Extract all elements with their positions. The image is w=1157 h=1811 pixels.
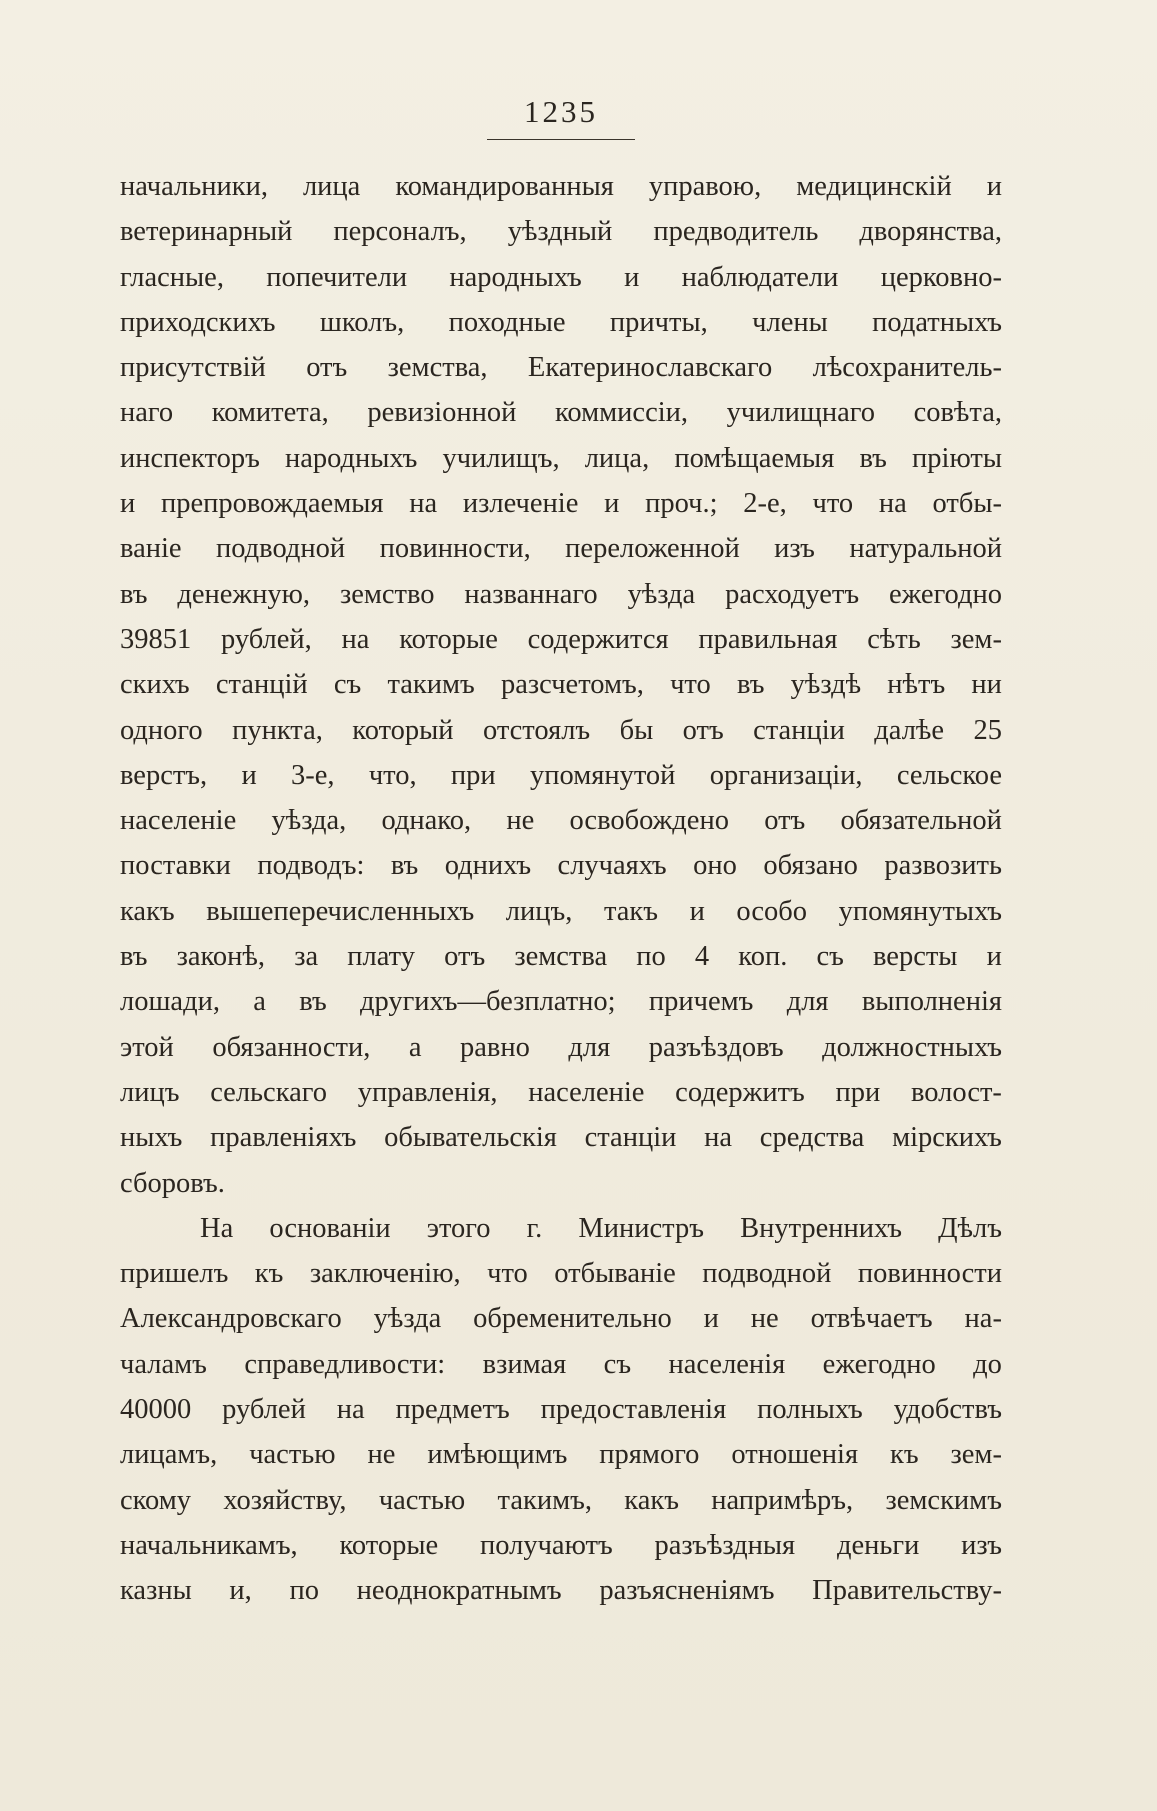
word: денежную, — [177, 578, 311, 610]
word: неоднократнымъ — [356, 1575, 562, 1607]
word: особо — [736, 895, 808, 927]
word: такимъ, — [497, 1484, 592, 1516]
word: населеніе — [528, 1076, 645, 1108]
word: церковно- — [880, 261, 1002, 293]
word: на — [341, 623, 370, 655]
word: ревизіонной — [367, 397, 517, 429]
text-line — [120, 1251, 1002, 1296]
word: обязанности, — [212, 1031, 371, 1063]
word: переложенной — [565, 533, 740, 565]
word: попечители — [266, 261, 408, 293]
word: пришелъ — [120, 1258, 229, 1290]
word: изъ — [961, 1529, 1002, 1561]
word: на — [878, 488, 907, 520]
word: школъ, — [319, 306, 405, 338]
word: въ — [390, 850, 419, 882]
word: справедливости: — [244, 1348, 446, 1380]
word: ветеринарный — [120, 216, 293, 248]
word: организаціи, — [709, 759, 863, 791]
text-line — [120, 617, 1002, 662]
word: станціи — [753, 714, 845, 746]
word: которые — [399, 623, 498, 655]
word: и — [241, 759, 257, 791]
word: пріюты — [912, 442, 1002, 474]
word: земство — [339, 578, 435, 610]
word: сельское — [896, 759, 1002, 791]
word: населенія — [668, 1348, 786, 1380]
word: отъ — [764, 805, 806, 837]
word: коммиссіи, — [555, 397, 689, 429]
word: мірскихъ — [892, 1122, 1002, 1154]
page-number-rule — [487, 139, 635, 140]
word: обывательскія — [384, 1122, 557, 1154]
word: въ — [736, 669, 765, 701]
word: оно — [693, 850, 737, 882]
word: 25 — [973, 714, 1002, 746]
word: уѣзда, — [271, 805, 347, 837]
word: частью — [249, 1439, 336, 1471]
word: имѣющимъ — [427, 1439, 568, 1471]
word: деньги — [837, 1529, 920, 1561]
word: развозить — [884, 850, 1002, 882]
word: препровождаемыя — [161, 488, 384, 520]
word: лѣсохранитель- — [812, 352, 1002, 384]
word: отношенія — [731, 1439, 859, 1471]
word: Екатеринославскаго — [527, 352, 773, 384]
word: скихъ — [120, 669, 190, 701]
word: нѣтъ — [887, 669, 946, 701]
word: и — [986, 941, 1002, 973]
word: натуральной — [849, 533, 1002, 565]
word: предметъ — [395, 1394, 510, 1426]
word: однихъ — [444, 850, 532, 882]
word: вышеперечисленныхъ — [206, 895, 475, 927]
word: управленія, — [357, 1076, 498, 1108]
word: ежегодно — [888, 578, 1002, 610]
word: разъѣздовъ — [648, 1031, 784, 1063]
word: предоставленія — [540, 1394, 727, 1426]
text-line — [120, 662, 1002, 707]
word: для — [786, 986, 829, 1018]
word: отвѣчаетъ — [810, 1303, 933, 1335]
text-line — [120, 164, 1002, 209]
word: версты — [873, 941, 958, 973]
word: названнаго — [464, 578, 598, 610]
word: Министръ — [578, 1212, 704, 1244]
word: а — [253, 986, 266, 1018]
word: лица — [302, 171, 361, 202]
word: отстоялъ — [482, 714, 591, 746]
word: чаламъ — [120, 1348, 207, 1380]
word: на — [336, 1394, 365, 1426]
word: который — [352, 714, 454, 746]
word: дворянства, — [859, 216, 1002, 248]
word: лошади, — [120, 986, 220, 1018]
word: Правительству- — [812, 1575, 1002, 1607]
text-line — [120, 798, 1002, 843]
word: волост- — [911, 1076, 1002, 1108]
text-line — [120, 934, 1002, 979]
word: обременительно — [473, 1303, 672, 1335]
word: г. — [526, 1212, 543, 1244]
word: какъ — [624, 1484, 679, 1516]
word: бы — [619, 714, 654, 746]
word: повинности — [857, 1258, 1002, 1290]
word: а — [408, 1031, 422, 1063]
word: полныхъ — [757, 1394, 863, 1426]
word: и — [986, 171, 1002, 202]
word: 3-е, — [291, 759, 335, 791]
word: и — [120, 488, 136, 520]
word: что, — [368, 759, 417, 791]
word: съ — [603, 1348, 632, 1380]
word: комитета, — [211, 397, 329, 429]
word: далѣе — [874, 714, 945, 746]
word: совѣта, — [913, 397, 1002, 429]
word: расходуетъ — [725, 578, 860, 610]
word: хозяйству, — [223, 1484, 347, 1516]
word: по — [289, 1575, 319, 1607]
word: уѣздный — [507, 216, 613, 248]
word: выполненія — [861, 986, 1002, 1018]
word: отъ — [682, 714, 724, 746]
word: уѣздѣ — [790, 669, 862, 701]
word: должностныхъ — [822, 1031, 1002, 1063]
word: 2-е, — [743, 488, 787, 520]
text-line — [120, 889, 1002, 934]
word: и — [689, 895, 705, 927]
word: На — [200, 1212, 234, 1244]
word: напримѣръ, — [711, 1484, 854, 1516]
word: уѣзда — [627, 578, 696, 610]
text-line — [120, 390, 1002, 435]
word: 40000 — [120, 1394, 192, 1426]
word: подводной — [702, 1258, 832, 1290]
word: подводной — [216, 533, 346, 565]
word: обязательной — [840, 805, 1002, 837]
word: за — [294, 941, 319, 973]
text-line — [120, 572, 1002, 617]
word: заключенію, — [309, 1258, 461, 1290]
paragraph — [120, 1206, 1002, 1614]
text-line — [120, 1387, 1002, 1432]
word: излеченіе — [462, 488, 579, 520]
word: ваніе — [120, 533, 182, 565]
text-line — [120, 1523, 1002, 1568]
word: получаютъ — [480, 1529, 613, 1561]
word: земства, — [387, 352, 488, 384]
text-line — [120, 255, 1002, 300]
word: упомянутыхъ — [838, 895, 1002, 927]
text-line — [120, 753, 1002, 798]
word: случаяхъ — [557, 850, 667, 882]
word: училищъ, — [442, 442, 560, 474]
word: что — [812, 488, 854, 520]
text-line — [120, 1206, 1002, 1251]
word: законѣ, — [176, 941, 266, 973]
text-line — [120, 1342, 1002, 1387]
word: Дѣлъ — [938, 1212, 1002, 1244]
word: что — [487, 1258, 528, 1290]
word: не — [506, 805, 535, 837]
word: что — [670, 669, 711, 701]
word: поставки — [120, 850, 231, 882]
word: правильная — [698, 623, 838, 655]
word: земскимъ — [885, 1484, 1002, 1516]
word: на — [409, 488, 438, 520]
word: средства — [759, 1122, 865, 1154]
word: начальники, — [120, 171, 268, 202]
text-line — [120, 1025, 1002, 1070]
word: какъ — [120, 895, 175, 927]
word: отъ — [306, 352, 348, 384]
body-text — [120, 164, 1002, 1614]
text-line — [120, 345, 1002, 390]
word: разсчетомъ, — [500, 669, 644, 701]
text-line — [120, 1070, 1002, 1115]
word: на- — [964, 1303, 1002, 1335]
word: основаніи — [269, 1212, 391, 1244]
word: податныхъ — [872, 306, 1002, 338]
text-line — [120, 1115, 1002, 1160]
word: присутствій — [120, 352, 266, 384]
word: къ — [254, 1258, 284, 1290]
word: которые — [339, 1529, 439, 1561]
word: гласные, — [120, 261, 224, 293]
word: Александровскаго — [120, 1303, 342, 1335]
word: изъ — [774, 533, 815, 565]
word: отбы- — [932, 488, 1002, 520]
word: и — [604, 488, 620, 520]
word: одного — [120, 714, 203, 746]
word: сѣть — [867, 623, 921, 655]
word: предводитель — [653, 216, 819, 248]
word: члены — [752, 306, 828, 338]
word: рублей — [222, 1394, 306, 1426]
word: равно — [460, 1031, 530, 1063]
word: начальникамъ, — [120, 1529, 298, 1561]
word: помѣщаемыя — [674, 442, 835, 474]
text-line — [120, 436, 1002, 481]
word: къ — [890, 1439, 919, 1471]
word: такъ — [603, 895, 658, 927]
word: такимъ — [387, 669, 475, 701]
word: для — [568, 1031, 611, 1063]
word: освобождено — [569, 805, 729, 837]
word: разъясненіямъ — [599, 1575, 775, 1607]
word: содержитъ — [675, 1076, 805, 1108]
word: инспекторъ — [120, 442, 260, 474]
word: зем- — [950, 1439, 1002, 1471]
word: плату — [347, 941, 415, 973]
word: отбываніе — [554, 1258, 676, 1290]
word: земства — [514, 941, 608, 973]
word: другихъ—безплатно; — [359, 986, 616, 1018]
word: причемъ — [648, 986, 754, 1018]
word: уѣзда — [373, 1303, 442, 1335]
word: коп. — [738, 941, 788, 973]
word: въ — [299, 986, 327, 1018]
word: ныхъ — [120, 1122, 183, 1154]
word: станцій — [215, 669, 308, 701]
word: походные — [448, 306, 566, 338]
word: командированныя — [395, 171, 614, 202]
text-line — [120, 526, 1002, 571]
word: 39851 — [120, 623, 192, 655]
word: въ — [859, 442, 887, 474]
word: упомянутой — [529, 759, 676, 791]
word: по — [636, 941, 666, 973]
word: съ — [333, 669, 362, 701]
text-line — [120, 843, 1002, 888]
word: управою, — [648, 171, 762, 202]
word: и — [624, 261, 640, 293]
word: не — [367, 1439, 396, 1471]
word: рублей, — [221, 623, 312, 655]
word: лицъ, — [505, 895, 573, 927]
word: училищнаго — [726, 397, 875, 429]
word: Внутреннихъ — [740, 1212, 902, 1244]
word: при — [835, 1076, 881, 1108]
word: станціи — [584, 1122, 677, 1154]
word: подводъ: — [257, 850, 365, 882]
word: въ — [120, 941, 148, 973]
word: при — [450, 759, 496, 791]
word: разъѣздныя — [654, 1529, 796, 1561]
word: и — [703, 1303, 719, 1335]
word: содержится — [527, 623, 669, 655]
text-line — [120, 1161, 1002, 1206]
word: взимая — [482, 1348, 567, 1380]
text-line — [120, 209, 1002, 254]
text-line — [120, 1478, 1002, 1523]
word: этого — [426, 1212, 491, 1244]
word: лицъ — [120, 1076, 180, 1108]
word: правленіяхъ — [210, 1122, 357, 1154]
word: и, — [229, 1575, 252, 1607]
word: причты, — [609, 306, 708, 338]
text-line — [120, 1432, 1002, 1477]
word: 4 — [694, 941, 710, 973]
text-line — [120, 1296, 1002, 1341]
text-line — [120, 481, 1002, 526]
word: на — [704, 1122, 733, 1154]
word: отъ — [444, 941, 486, 973]
word: сборовъ. — [120, 1167, 225, 1199]
word: наблюдатели — [681, 261, 839, 293]
word: приходскихъ — [120, 306, 276, 338]
word: однако, — [381, 805, 472, 837]
word: удобствъ — [893, 1394, 1002, 1426]
word: прямого — [599, 1439, 700, 1471]
text-line — [120, 1568, 1002, 1613]
word: верстъ, — [120, 759, 208, 791]
text-line — [120, 708, 1002, 753]
word: народныхъ — [449, 261, 582, 293]
word: проч.; — [645, 488, 718, 520]
word: пункта, — [232, 714, 323, 746]
word: повинности, — [379, 533, 531, 565]
word: наго — [120, 397, 174, 429]
word: частью — [378, 1484, 466, 1516]
word: населеніе — [120, 805, 237, 837]
page-number: 1235 — [524, 94, 598, 129]
word: этой — [120, 1031, 174, 1063]
word: медицинскій — [796, 171, 952, 202]
word: персоналъ, — [333, 216, 467, 248]
word: зем- — [950, 623, 1002, 655]
word: ежегодно — [822, 1348, 936, 1380]
word: до — [973, 1348, 1002, 1380]
word: обязано — [763, 850, 858, 882]
word: лица, — [584, 442, 650, 474]
text-line — [120, 300, 1002, 345]
text-line — [120, 979, 1002, 1024]
word: не — [750, 1303, 779, 1335]
word: съ — [816, 941, 844, 973]
word: въ — [120, 578, 148, 610]
paragraph — [120, 164, 1002, 1206]
word: лицамъ, — [120, 1439, 218, 1471]
word: ни — [971, 669, 1002, 701]
word: сельскаго — [210, 1076, 327, 1108]
word: казны — [120, 1575, 192, 1607]
word: скому — [120, 1484, 192, 1516]
word: народныхъ — [284, 442, 418, 474]
